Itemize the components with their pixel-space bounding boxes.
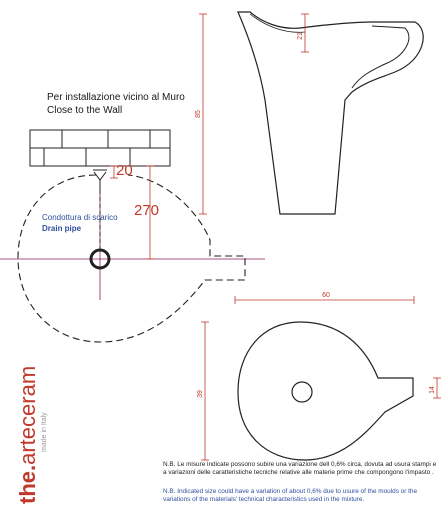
arteceram-logo (8, 332, 48, 507)
install-title-italian: Per installazione vicino al Muro (47, 92, 185, 103)
dim-label-21: 21 (297, 32, 304, 40)
wall-brick-pattern (30, 130, 170, 166)
valve-symbol (93, 170, 107, 190)
logo-name: arteceram (15, 365, 40, 465)
dim-label-85: 85 (195, 110, 202, 118)
dim-label-60: 60 (322, 292, 330, 299)
side-elevation-handle-inner (352, 26, 409, 88)
dim-label-14: 14 (429, 386, 436, 394)
install-title-english: Close to the Wall (47, 105, 123, 116)
disclaimer-italian: N.B. Le misure indicate possono subire una variazione dell 0,6% circa, dovuta ad usura stampi e a variazioni delle caratteristiche tecniche relative alle materie prime che compongono l'impasto . (163, 461, 437, 476)
logo-tagline: made in Italy (41, 412, 48, 452)
dimension-270-label: 270 (134, 202, 160, 219)
basin-outline-dashed (18, 175, 245, 342)
plan-view-outline (238, 322, 413, 460)
disclaimer-english: N.B. Indicated size could have a variation of about 0,6% due to usure of the moulds or the variations of the materials' technical characteristics used in the mixture. (163, 488, 418, 503)
logo-prefix: the. (15, 464, 40, 504)
dimension-20-label: 20 (116, 162, 133, 179)
svg-text:the.arteceram (15, 366, 40, 504)
side-elevation-outline (238, 12, 423, 214)
side-elevation-spout-inner (250, 14, 305, 32)
drain-label-italian: Condottura di scarico (42, 213, 118, 222)
plan-view-drain-hole (292, 382, 312, 402)
drain-label-english: Drain pipe (42, 224, 82, 233)
dim-label-39: 39 (197, 390, 204, 398)
